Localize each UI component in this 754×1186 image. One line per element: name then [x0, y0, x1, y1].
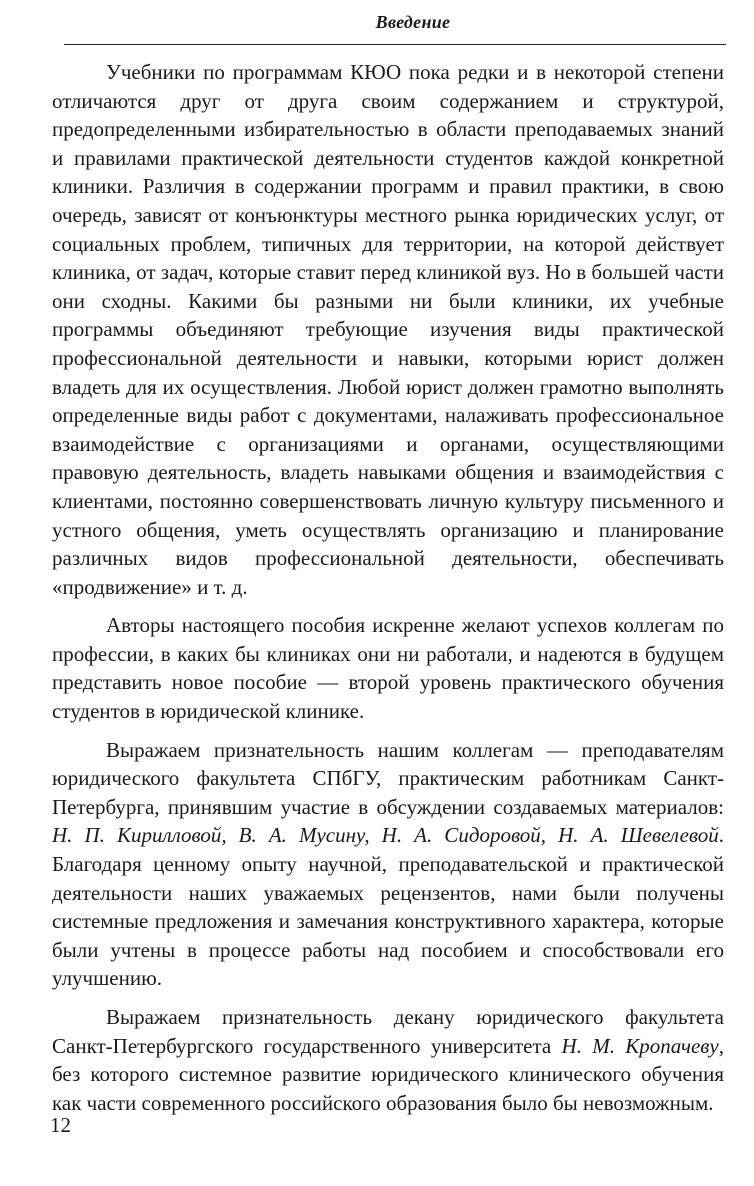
- acknowledgement-dean-outro: , без которого системное развитие юридического клинического обучения как части современного российского образования было бы невозможным.: [52, 1033, 724, 1115]
- body-text: [52, 58, 724, 1117]
- running-header: [64, 8, 726, 45]
- acknowledgement-colleagues-intro: Выражаем признательность нашим коллегам — преподавателям юридического факультета СПбГУ, практическим работникам Санкт-Петербурга, принявшим участие в обсуждении создаваемых материалов:: [52, 737, 724, 819]
- acknowledgement-colleagues-outro: . Благодаря ценному опыту научной, преподавательской и практической деятельности наших уважаемых рецензентов, нами были получены системные предложения и замечания конструктивного характера, которые были учтены в процессе работы над пособием и способствовали его улучшению.: [52, 823, 724, 991]
- acknowledgement-colleagues-names: Н. П. Кирилловой, В. А. Мусину, Н. А. Сидоровой, Н. А. Шевелевой: [52, 823, 719, 848]
- paragraph-acknowledgement-dean: [52, 1003, 724, 1117]
- acknowledgement-dean-name: Н. М. Кропачеву: [561, 1033, 719, 1058]
- running-title: Введение: [375, 12, 451, 32]
- paragraph-acknowledgement-colleagues: [52, 736, 724, 993]
- paragraph-authors-wishes: Авторы настоящего пособия искренне желают успехов коллегам по профессии, в каких бы клиниках они ни работали, и надеются в будущем представить новое пособие — второй уровень практического обучения студентов в юридической клинике.: [52, 613, 724, 724]
- paragraph-textbooks: Учебники по программам КЮО пока редки и в некоторой степени отличаются друг от друга своим содержанием и структурой, предопределенными избирательностью в области преподаваемых знаний и правилами практической деятельности студентов каждой конкретной клиники. Различия в содержании программ и правил практики, в свою очередь, зависят от конъюнктуры местного рынка юридических услуг, от социальных проблем, типичных для территории, на которой действует клиника, от задач, которые ставит перед клиникой вуз. Но в большей части они сходны. Какими бы разными ни были клиники, их учебные программы объединяют требующие изучения виды практической профессиональной деятельности и навыки, которыми юрист должен владеть для их осуществления. Любой юрист должен грамотно выполнять определенные виды работ с документами, налаживать профессиональное взаимодействие с организациями и органами, осуществляющими правовую деятельность, владеть навыками общения и взаимодействия с клиентами, постоянно совершенствовать личную культуру письменного и устного общения, уметь осуществлять организацию и планирование различных видов профессиональной деятельности, обеспечивать «продвижение» и т. д.: [52, 60, 724, 599]
- page-number: 12: [50, 1113, 71, 1137]
- acknowledgement-dean-intro: Выражаем признательность декану юридического факультета Санкт-Петербургского государственного университета: [52, 1005, 724, 1058]
